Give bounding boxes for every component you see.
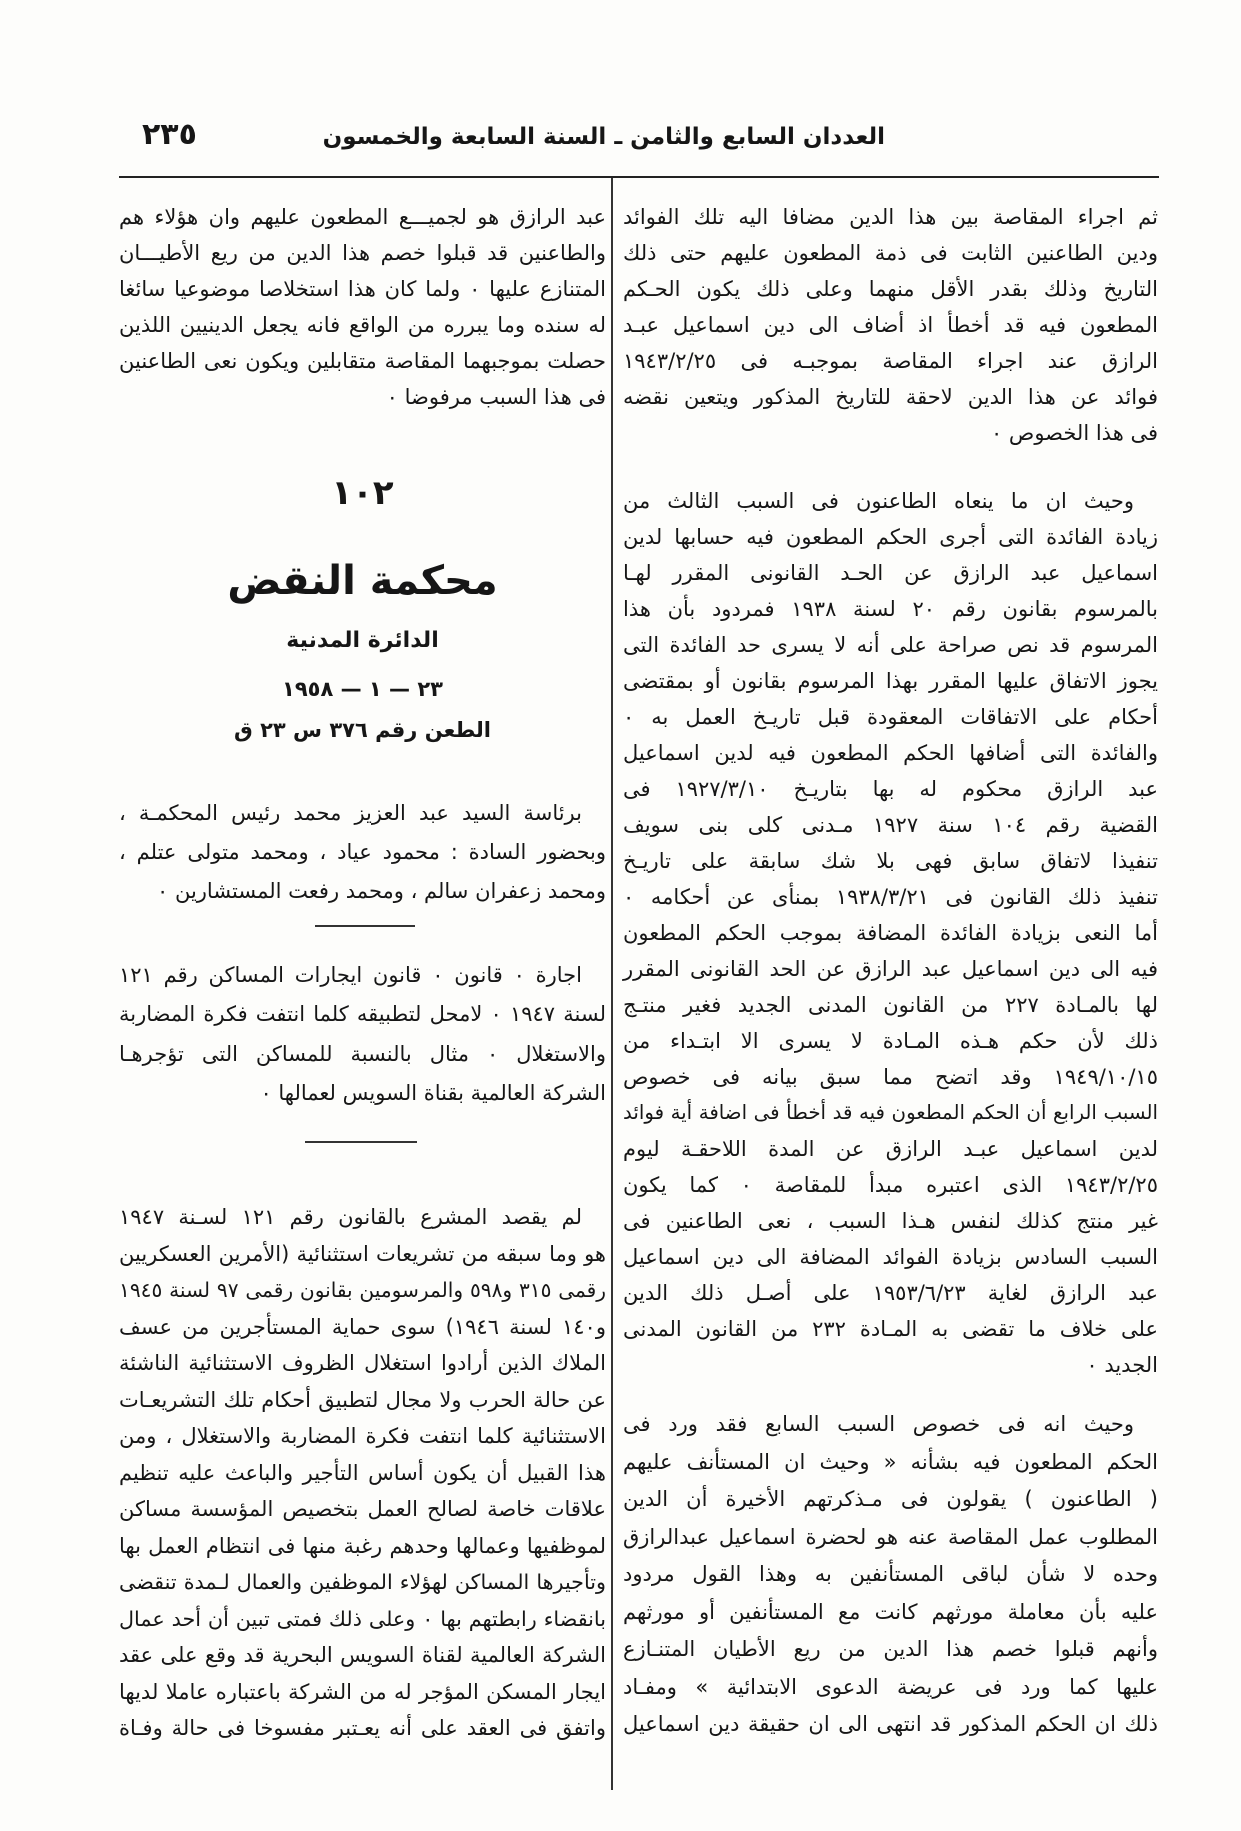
text-line: لم يقصد المشرع بالقانون رقم ١٢١ لسـنة ١٩٤٧ xyxy=(119,1205,582,1229)
text-line: ودين الطاعنين الثابت فى ذمة المطعون عليهم حتى ذلك xyxy=(623,241,1158,265)
bench-composition xyxy=(119,794,606,911)
column-divider xyxy=(611,178,613,1790)
text-line: علاقات خاصة لصالح العمل بتخصيص المؤسسة مساكن xyxy=(119,1497,606,1521)
text-line: وحده لا شأن لباقى المستأنفين به وهذا القول مردود xyxy=(623,1562,1158,1586)
text-line: فى هذا الخصوص ٠ xyxy=(990,421,1158,445)
text-line: له سنده وما يبرره من الواقع فانه يجعل الدينيين اللذين xyxy=(119,313,606,337)
text-line: لسنة ١٩٤٧ ٠ لامحل لتطبيقه كلما انتفت فكرة المضاربة xyxy=(119,1002,606,1027)
text-line: عبد الرازق لغاية ١٩٥٣/٦/٢٣ على أصـل ذلك الدين xyxy=(623,1281,1158,1305)
text-line: الرازق عند اجراء المقاصة بموجبـه فى ١٩٤٣/٢/٢٥ xyxy=(623,349,1158,373)
ruling-date: ٢٣ — ١ — ١٩٥٨ xyxy=(282,677,443,701)
text-line: زيادة الفائدة التى أجرى الحكم المطعون فيه حسابها لدين xyxy=(623,525,1158,549)
text-line: ومحمد زعفران سالم ، ومحمد رفعت المستشارين ٠ xyxy=(157,879,606,903)
ruling-number: ١٠٢ xyxy=(331,473,394,513)
text-line: الشركة العالمية بقناة السويس لعمالها ٠ xyxy=(260,1080,606,1105)
text-line: اجارة ٠ قانون ٠ قانون ايجارات المساكن رقم ١٢١ xyxy=(119,963,582,987)
text-line: واتفق فى العقد على أنه يعـتبر مفسوخا فى حالة وفـاة xyxy=(119,1716,606,1740)
text-line: ايجار المسكن المؤجر له من الشركة باعتباره عاملا لديها xyxy=(119,1679,606,1704)
text-line: الاستثنائية كلما انتفت فكرة المضاربة والاستغلال ، ومن xyxy=(119,1424,606,1448)
text-line: ( الطاعنون ) يقولون فى مـذكرتهم الأخيرة أن الدين xyxy=(623,1487,1158,1511)
text-line: التاريخ وذلك بقدر الأقل منهما وعلى ذلك يكون الحـكم xyxy=(623,277,1158,301)
text-line: المتنازع عليها ٠ ولما كان هذا استخلاصا موضوعيا سائغا xyxy=(119,277,606,301)
paragraph xyxy=(119,199,606,415)
text-line: بانقضاء رابطتهم بها ٠ وعلى ذلك فمتى تبين أن أحد عمال xyxy=(119,1606,606,1631)
text-line: أحكام على الاتفاقات المعقودة قبل تاريـخ العمل به ٠ xyxy=(623,705,1158,729)
text-line: و١٤٠ لسنة ١٩٤٦) سوى حماية المستأجرين من عسف xyxy=(119,1314,606,1339)
chamber-name: الدائرة المدنية xyxy=(286,628,439,653)
ruling-body xyxy=(119,1199,606,1747)
text-line: السبب الرابع أن الحكم المطعون فيه قد أخطأ فى اضافة أية فوائد xyxy=(623,1101,1158,1124)
text-line: والطاعنين قد قبلوا خصم هذا الدين من ريع الأطيـــان xyxy=(119,241,606,265)
text-line: الشركة العالمية لقناة السويس البحرية قد وقع على عقد xyxy=(119,1643,606,1667)
text-line: ثم اجراء المقاصة بين هذا الدين مضافا اليه تلك الفوائد xyxy=(623,205,1158,229)
text-line: عليها كما ورد فى عريضة الدعوى الابتدائية » ومفـاد xyxy=(623,1674,1158,1699)
text-line: الحكم المطعون فيه بشأنه « وحيث ان المستأنف عليهم xyxy=(623,1449,1158,1474)
text-line: المطلوب عمل المقاصة عنه هو لحضرة اسماعيل عبدالرازق xyxy=(623,1524,1158,1549)
court-name: محكمة النقض xyxy=(227,558,498,604)
text-line: ١٩٤٣/٢/٢٥ الذى اعتبره مبدأ للمقاصة ٠ كما يكون xyxy=(623,1173,1158,1197)
text-line: والاستغلال ٠ مثال بالنسبة للمساكن التى تؤجرهـا xyxy=(119,1041,607,1066)
text-line: فيه الى دين اسماعيل عبد الرازق عن الحد القانونى المقرر xyxy=(623,957,1158,981)
text-line: الملاك الذين أرادوا استغلال الظروف الاستثنائية الناشئة xyxy=(119,1351,606,1375)
text-line: تنفيذ ذلك القانون فى ١٩٣٨/٣/٢١ بمنأى عن أحكامه ٠ xyxy=(623,885,1158,909)
page-number: ٢٣٥ xyxy=(142,117,197,152)
text-line: عليه بأن معاملة مورثهم كانت مع المستأنفين أو مورثهم xyxy=(623,1599,1158,1624)
text-line: عبد الرازق هو لجميـــع المطعون عليهم وان هؤلاء هم xyxy=(119,205,606,229)
text-line: لدين اسماعيل عبـد الرازق عن المدة اللاحقـة ليوم xyxy=(623,1137,1158,1161)
header-rule xyxy=(119,176,1159,178)
text-line: ذلك ان الحكم المذكور قد انتهى الى ان حقيقة دين اسماعيل xyxy=(623,1712,1158,1736)
text-line: الجديد ٠ xyxy=(1086,1353,1158,1377)
text-line: غير منتج كذلك لنفس هـذا السبب ، نعى الطاعنين فى xyxy=(623,1209,1158,1233)
text-line: المرسوم قد نص صراحة على أنه لا يسرى حد الفائدة التى xyxy=(623,633,1158,657)
text-line: هو وما سبقه من تشريعات استثنائية (الأمرين العسكريين xyxy=(119,1241,606,1266)
section-divider xyxy=(305,1141,417,1143)
text-line: القضية رقم ١٠٤ سنة ١٩٢٧ مـدنى كلى بنى سويف xyxy=(623,813,1159,837)
text-line: وتأجيرها المساكن لهؤلاء الموظفين والعمال لـمدة تنقضى xyxy=(119,1570,606,1594)
paragraph xyxy=(623,483,1158,1383)
text-line: والفائدة التى أضافها الحكم المطعون فيه لدين اسماعيل xyxy=(623,741,1158,765)
case-number: الطعن رقم ٣٧٦ س ٢٣ ق xyxy=(233,718,492,742)
text-line: يجوز الاتفاق عليها المقرر بهذا المرسوم بقانون أو بمقتضى xyxy=(623,669,1158,693)
text-line: رقمى ٣١٥ و٥٩٨ والمرسومين بقانون رقمى ٩٧ لسنة ١٩٤٥ xyxy=(119,1278,606,1302)
text-line: السبب السادس بزيادة الفوائد المضافة الى دين اسماعيل xyxy=(623,1245,1158,1269)
text-line: وبحضور السادة : محمود عياد ، ومحمد متولى عتلم ، xyxy=(119,840,606,864)
headnote xyxy=(119,956,606,1113)
text-line: وحيث انه فى خصوص السبب السابع فقد ورد فى xyxy=(623,1412,1134,1436)
text-line: اسماعيل عبد الرازق عن الحـد القانونى المقرر لهـا xyxy=(623,561,1158,585)
text-line: عن حالة الحرب ولا مجال لتطبيق أحكام تلك التشريعـات xyxy=(119,1387,606,1412)
text-line: ١٩٤٩/١٠/١٥ وقد اتضح مما سبق بيانه فى خصوص xyxy=(623,1065,1158,1089)
text-line: هذا القبيل أن يكون أساس التأجير والباعث عليه تنظيم xyxy=(119,1460,606,1485)
section-divider xyxy=(315,925,415,927)
text-line: بالمرسوم بقانون رقم ٢٠ لسنة ١٩٣٨ فمردود بأن هذا xyxy=(623,597,1158,621)
text-line: وحيث ان ما ينعاه الطاعنون فى السبب الثالث من xyxy=(623,489,1134,513)
text-line: تنفيذا لاتفاق سابق فهى بلا شك سابقة على تاريـخ xyxy=(623,849,1158,873)
text-line: حصلت بموجبهما المقاصة متقابلين ويكون نعى الطاعنين xyxy=(119,349,606,373)
text-line: ذلك لأن حكم هـذه المـادة لا يسرى الا ابتـداء من xyxy=(623,1029,1158,1053)
paragraph xyxy=(623,1406,1158,1744)
text-line: عبد الرازق محكوم له بها بتاريـخ ١٩٢٧/٣/١٠ فى xyxy=(623,777,1158,801)
text-line: لها بالمـادة ٢٢٧ من القانون المدنى الجديد فغير منتـج xyxy=(623,993,1159,1017)
text-line: وأنهم قبلوا خصم هذا الدين من ريع الأطيان المتنـازع xyxy=(623,1637,1158,1661)
text-line: أما النعى بزيادة الفائدة المضافة بموجب الحكم المطعون xyxy=(623,921,1158,945)
running-header: العددان السابع والثامن ـ السنة السابعة والخمسون xyxy=(322,124,885,150)
text-line: المطعون فيه قد أخطأ اذ أضاف الى دين اسماعيل عبـد xyxy=(623,313,1158,337)
text-line: فوائد عن هذا الدين لاحقة للتاريخ المذكور ويتعين نقضه xyxy=(623,385,1158,409)
text-line: على خلاف ما تقضى به المـادة ٢٣٢ من القانون المدنى xyxy=(623,1317,1158,1341)
paragraph xyxy=(623,199,1158,451)
text-line: لموظفيها وعمالها وحدهم رغبة منها فى انتظام العمل بها xyxy=(119,1533,606,1558)
text-line: برئاسة السيد عبد العزيز محمد رئيس المحكمـة ، xyxy=(119,801,582,825)
text-line: فى هذا السبب مرفوضا ٠ xyxy=(386,385,606,409)
